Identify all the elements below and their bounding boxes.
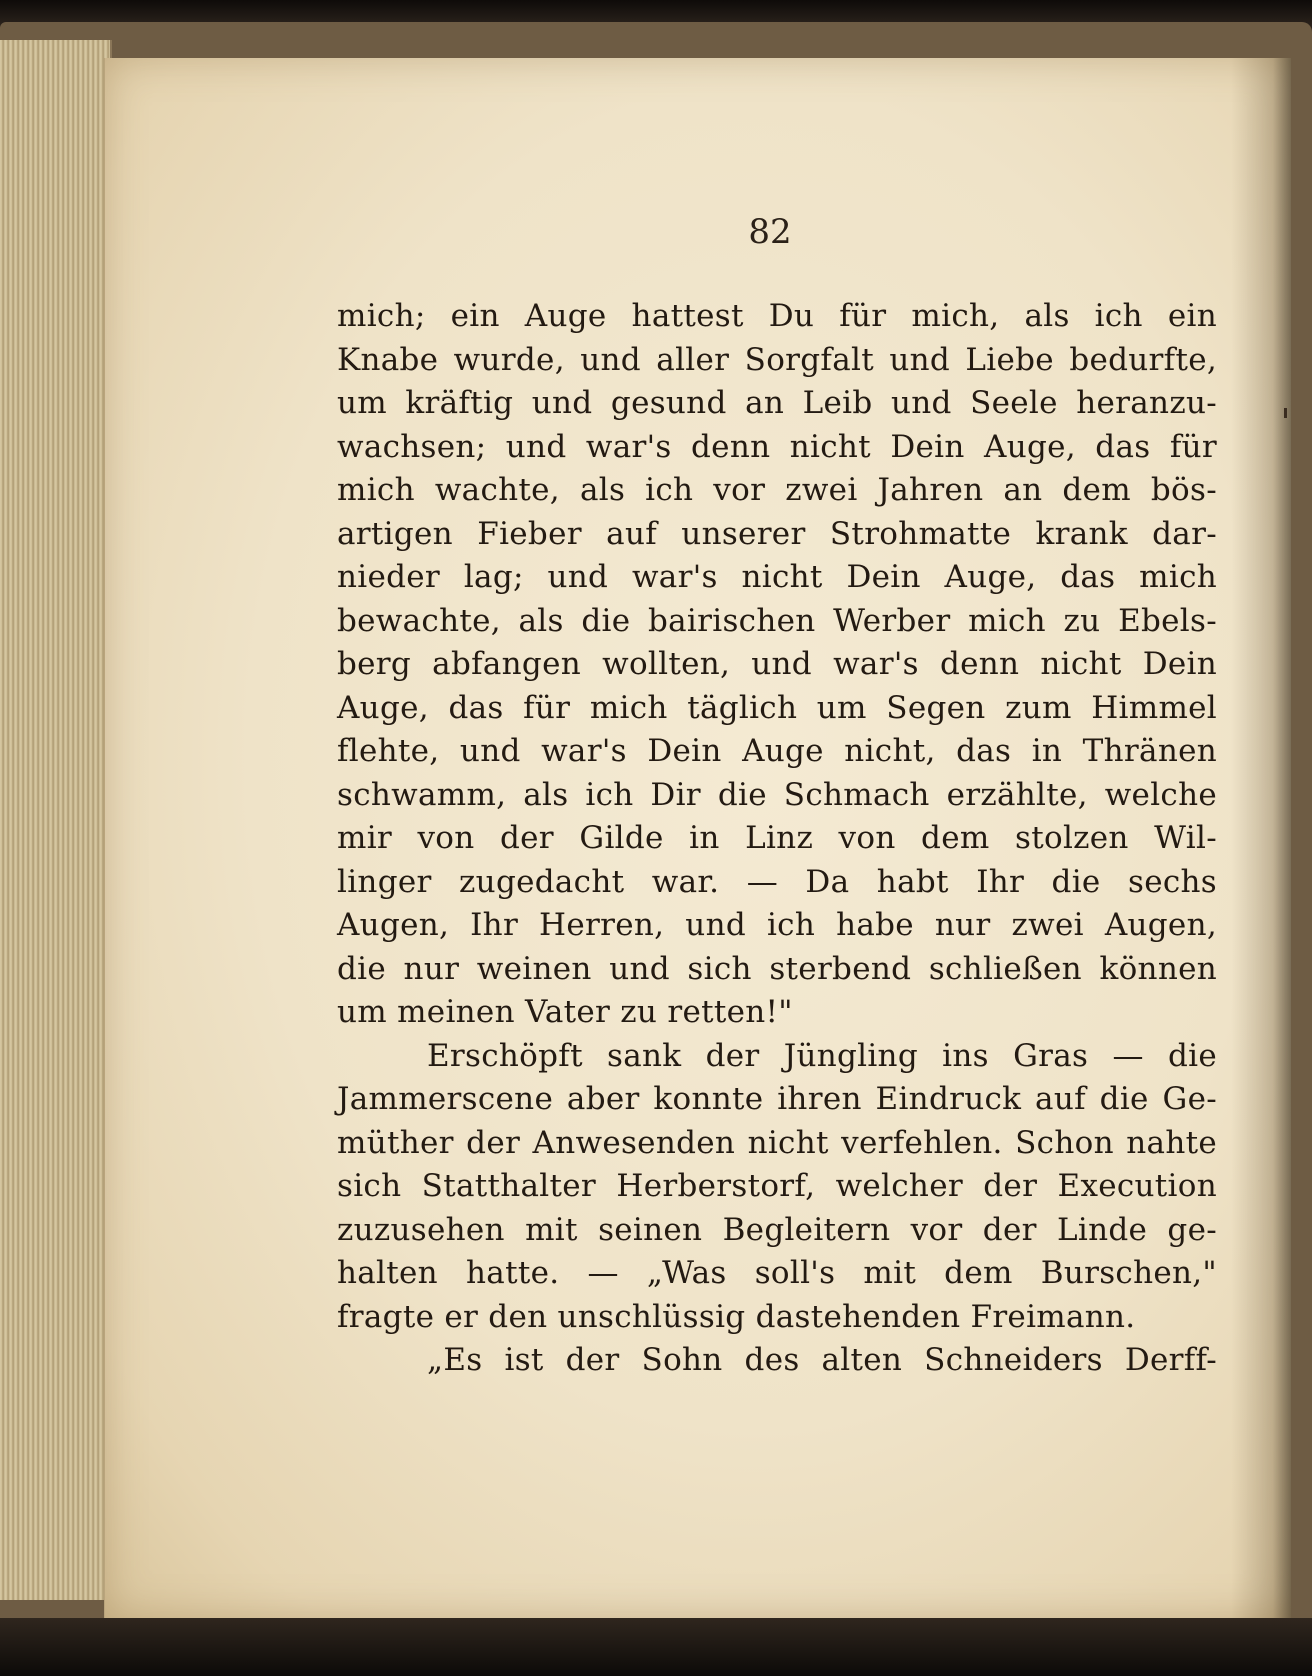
text-line: müther der Anwesenden nicht verfehlen. Schon nahte [337,1124,1217,1161]
text-line: artigen Fieber auf unserer Strohmatte krank dar- [337,515,1217,552]
text-line: berg abfangen wollten, und war's denn nicht Dein [337,646,1217,682]
text-line: sich Statthalter Herberstorf, welcher der Execution [337,1168,1217,1204]
text-line: schwamm, als ich Dir die Schmach erzählte, welche [337,776,1217,813]
text-line: mich wachte, als ich vor zwei Jahren an dem bös- [337,472,1217,508]
text-line: Augen, Ihr Herren, und ich habe nur zwei Augen, [337,907,1217,943]
page-number: 82 [748,212,792,252]
bottom-background [0,1618,1312,1676]
ink-speck [1284,408,1287,418]
text-line: Jammerscene aber konnte ihren Eindruck auf die Ge- [337,1081,1217,1117]
text-line: flehte, und war's Dein Auge nicht, das in Thränen [337,733,1217,769]
text-line: „Es ist der Sohn des alten Schneiders Derff- [427,1342,1217,1378]
text-line: halten hatte. — „Was soll's mit dem Burschen," [337,1255,1217,1291]
text-line: nieder lag; und war's nicht Dein Auge, das mich [337,559,1217,595]
text-line: Auge, das für mich täglich um Segen zum Himmel [337,689,1217,726]
text-line: Knabe wurde, und aller Sorgfalt und Liebe bedurfte, [337,341,1217,378]
text-line: Erschöpft sank der Jüngling ins Gras — die [427,1037,1217,1074]
text-line: linger zugedacht war. — Da habt Ihr die sechs [337,863,1217,900]
text-line: zuzusehen mit seinen Begleitern vor der Linde ge- [337,1211,1217,1248]
text-line: die nur weinen und sich sterbend schließen können [337,950,1217,987]
text-line: bewachte, als die bairischen Werber mich zu Ebels- [337,602,1217,639]
text-line: fragte er den unschlüssig dastehenden Freimann. [337,1298,1136,1335]
text-line: mir von der Gilde in Linz von dem stolzen Wil- [337,820,1217,856]
text-line: um kräftig und gesund an Leib und Seele heranzu- [337,385,1217,421]
body-text [337,295,1217,1383]
page-edges [0,40,112,1600]
page-gutter-shadow [1231,58,1291,1618]
text-line: um meinen Vater zu retten!" [337,994,793,1030]
text-line: mich; ein Auge hattest Du für mich, als ich ein [337,298,1217,334]
text-line: wachsen; und war's denn nicht Dein Auge, das für [337,428,1217,465]
